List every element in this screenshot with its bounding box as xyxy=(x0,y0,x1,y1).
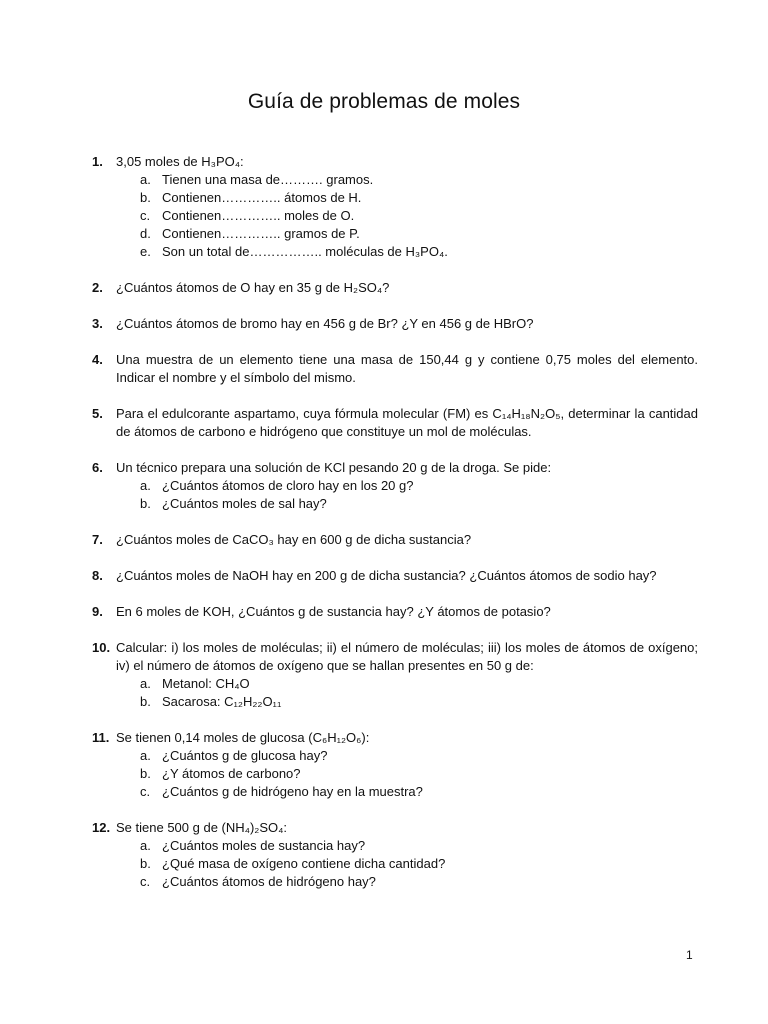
subitem-letter: e. xyxy=(140,244,151,259)
problem-text: Se tiene 500 g de (NH₄)₂SO₄: xyxy=(116,820,288,835)
subitem xyxy=(116,189,698,207)
problem-number: 6. xyxy=(92,460,103,475)
subitem xyxy=(116,783,698,801)
subitem xyxy=(116,747,698,765)
subitem-list xyxy=(116,675,698,711)
subitem-letter: b. xyxy=(140,496,151,511)
subitem xyxy=(116,837,698,855)
problem-text: ¿Cuántos moles de CaCO₃ hay en 600 g de dicha sustancia? xyxy=(116,532,472,547)
subitem-letter: d. xyxy=(140,226,151,241)
problem-number: 4. xyxy=(92,352,103,367)
subitem-text: ¿Cuántos moles de sal hay? xyxy=(162,496,327,511)
subitem xyxy=(116,693,698,711)
subitem xyxy=(116,873,698,891)
subitem-text: Son un total de…………….. moléculas de H₃PO₄. xyxy=(162,244,448,259)
subitem-text: ¿Cuántos átomos de hidrógeno hay? xyxy=(162,874,376,889)
subitem xyxy=(116,477,698,495)
subitem-list xyxy=(116,837,698,891)
subitem-list xyxy=(116,747,698,801)
subitem-letter: a. xyxy=(140,748,151,763)
subitem xyxy=(116,495,698,513)
problem-number: 5. xyxy=(92,406,103,421)
problem-number: 11. xyxy=(92,730,110,745)
problem-11 xyxy=(92,729,698,801)
subitem-letter: b. xyxy=(140,190,151,205)
subitem-letter: a. xyxy=(140,478,151,493)
problem-number: 3. xyxy=(92,316,103,331)
problem-8 xyxy=(92,567,698,585)
subitem-letter: a. xyxy=(140,172,151,187)
subitem-letter: a. xyxy=(140,838,151,853)
problem-2 xyxy=(92,279,698,297)
problem-number: 2. xyxy=(92,280,103,295)
subitem xyxy=(116,171,698,189)
subitem xyxy=(116,765,698,783)
subitem xyxy=(116,207,698,225)
subitem-letter: c. xyxy=(140,874,151,889)
problem-number: 12. xyxy=(92,820,111,835)
subitem-list xyxy=(116,171,698,261)
subitem-letter: a. xyxy=(140,676,151,691)
problem-list xyxy=(92,153,698,909)
page-number: 1 xyxy=(686,948,693,962)
subitem xyxy=(116,225,698,243)
problem-text: Calcular: i) los moles de moléculas; ii) el número de moléculas; iii) los moles de átomos de oxígeno; iv) el número de átomos de oxígeno que se hallan presentes en 50 g de: xyxy=(116,640,698,673)
problem-text: ¿Cuántos moles de NaOH hay en 200 g de dicha sustancia? ¿Cuántos átomos de sodio hay? xyxy=(116,568,657,583)
subitem-text: ¿Cuántos g de glucosa hay? xyxy=(162,748,328,763)
problem-1 xyxy=(92,153,698,261)
subitem-letter: c. xyxy=(140,208,151,223)
problem-number: 10. xyxy=(92,640,111,655)
problem-number: 7. xyxy=(92,532,103,547)
subitem-text: Contienen………….. moles de O. xyxy=(162,208,355,223)
subitem-text: Metanol: CH₄O xyxy=(162,676,250,691)
subitem-list xyxy=(116,477,698,513)
subitem-text: Tienen una masa de………. gramos. xyxy=(162,172,374,187)
subitem-text: ¿Cuántos g de hidrógeno hay en la muestra? xyxy=(162,784,423,799)
page-title: Guía de problemas de moles xyxy=(247,90,521,113)
subitem-text: ¿Y átomos de carbono? xyxy=(162,766,301,781)
subitem xyxy=(116,675,698,693)
subitem-text: ¿Qué masa de oxígeno contiene dicha cantidad? xyxy=(162,856,446,871)
subitem-text: ¿Cuántos moles de sustancia hay? xyxy=(162,838,366,853)
problem-number: 9. xyxy=(92,604,103,619)
subitem-letter: b. xyxy=(140,694,151,709)
problem-number: 8. xyxy=(92,568,103,583)
problem-12 xyxy=(92,819,698,891)
subitem xyxy=(116,855,698,873)
problem-10 xyxy=(92,639,698,711)
subitem-letter: c. xyxy=(140,784,151,799)
problem-text: Se tienen 0,14 moles de glucosa (C₆H₁₂O₆): xyxy=(116,730,370,745)
problem-text: Para el edulcorante aspartamo, cuya fórmula molecular (FM) es C₁₄H₁₈N₂O₅, determinar la cantidad de átomos de carbono e hidrógeno que constituye un mol de moléculas. xyxy=(116,406,698,439)
problem-5 xyxy=(92,405,698,441)
subitem xyxy=(116,243,698,261)
problem-text: 3,05 moles de H₃PO₄: xyxy=(116,154,244,169)
subitem-text: ¿Cuántos átomos de cloro hay en los 20 g? xyxy=(162,478,414,493)
problem-text: ¿Cuántos átomos de O hay en 35 g de H₂SO₄? xyxy=(116,280,390,295)
problem-9 xyxy=(92,603,698,621)
problem-text: ¿Cuántos átomos de bromo hay en 456 g de Br? ¿Y en 456 g de HBrO? xyxy=(116,316,534,331)
subitem-letter: b. xyxy=(140,856,151,871)
problem-number: 1. xyxy=(92,154,103,169)
problem-text: En 6 moles de KOH, ¿Cuántos g de sustancia hay? ¿Y átomos de potasio? xyxy=(116,604,551,619)
subitem-text: Contienen………….. átomos de H. xyxy=(162,190,362,205)
subitem-text: Contienen………….. gramos de P. xyxy=(162,226,360,241)
problem-text: Un técnico prepara una solución de KCl pesando 20 g de la droga. Se pide: xyxy=(116,460,552,475)
problem-4 xyxy=(92,351,698,387)
problem-3 xyxy=(92,315,698,333)
problem-6 xyxy=(92,459,698,513)
problem-7 xyxy=(92,531,698,549)
subitem-letter: b. xyxy=(140,766,151,781)
problem-text: Una muestra de un elemento tiene una masa de 150,44 g y contiene 0,75 moles del elemento. Indicar el nombre y el símbolo del mismo. xyxy=(116,352,698,385)
subitem-text: Sacarosa: C₁₂H₂₂O₁₁ xyxy=(162,694,282,709)
